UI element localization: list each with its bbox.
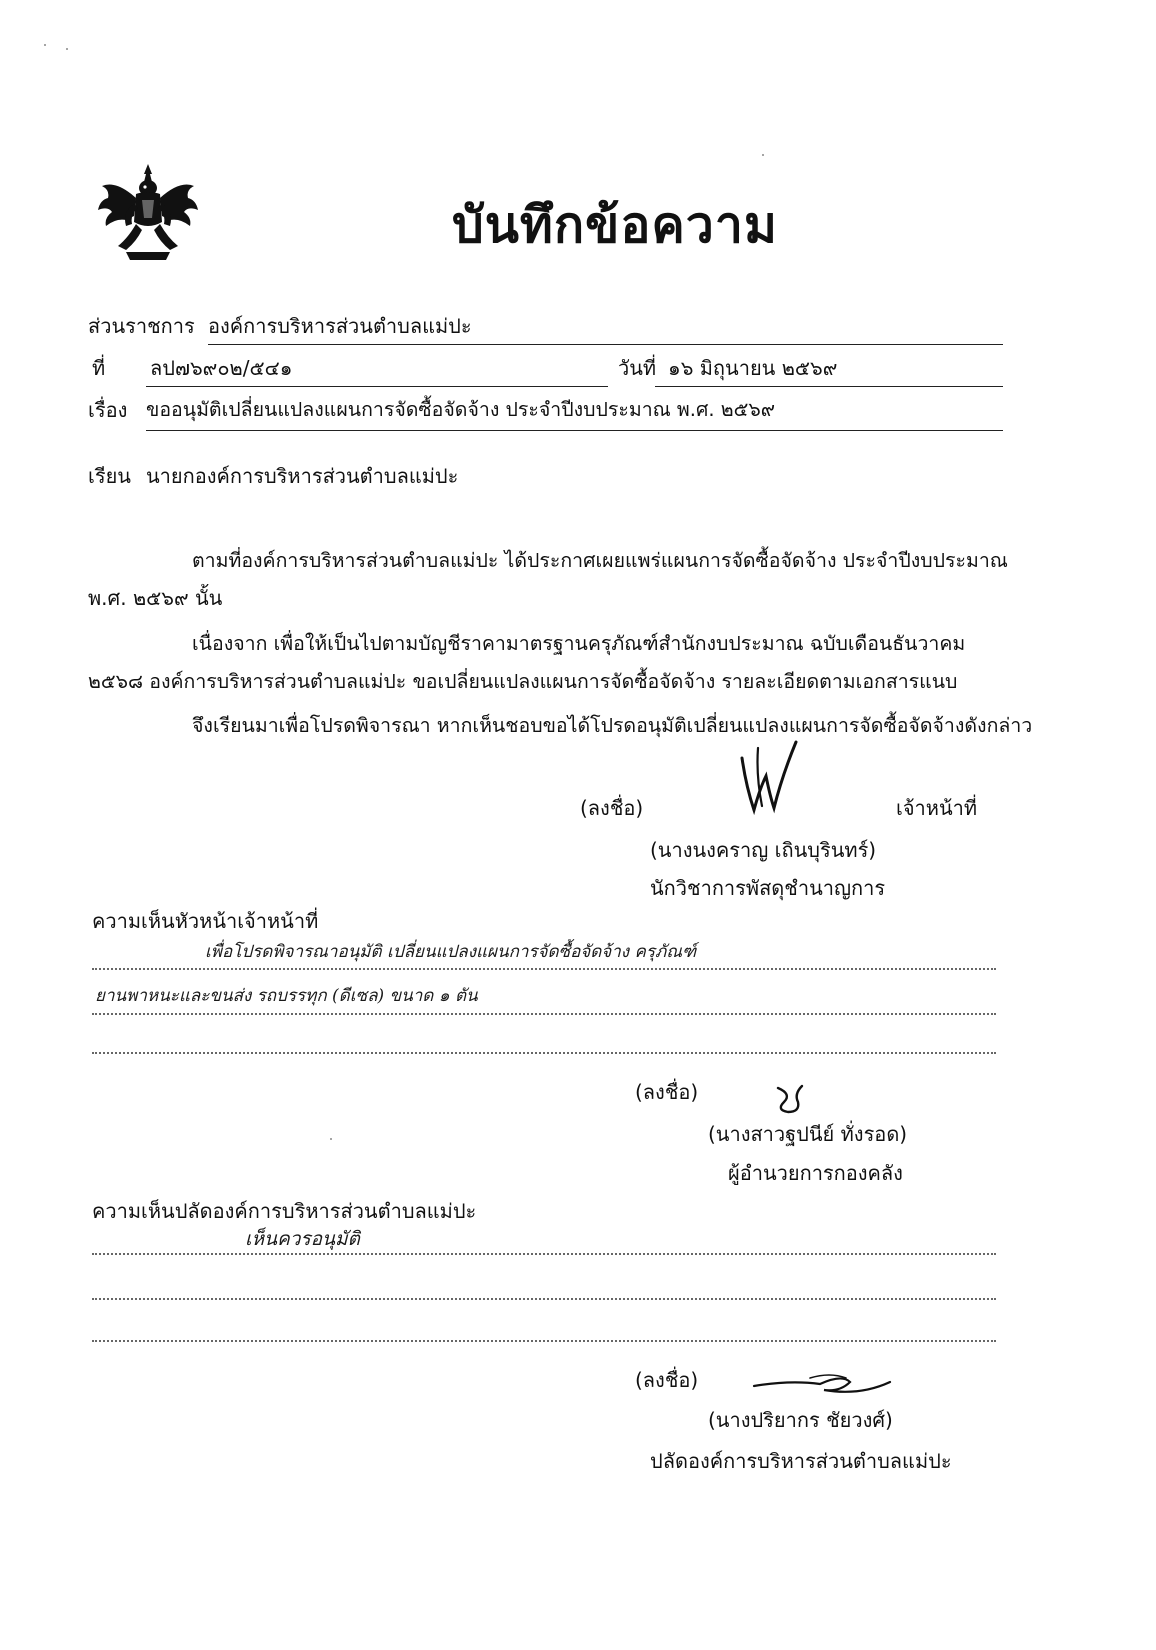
opinion1-position: ผู้อำนวยการกองคลัง (728, 1161, 903, 1185)
signature-staff (736, 736, 806, 816)
agency-value: องค์การบริหารส่วนตำบลแม่ปะ (208, 314, 472, 338)
opinion1-handwriting-2: ยานพาหนะและขนส่ง รถบรรทุก (ดีเซล) ขนาด ๑ ตัน (95, 986, 478, 1006)
memo-title: บันทึกข้อความ (452, 196, 778, 254)
date-underline (655, 386, 1003, 387)
signer1-position: นักวิชาการพัสดุชำนาญการ (650, 876, 886, 900)
to-label: เรียน (88, 464, 131, 488)
opinion2-dotted-line-2 (92, 1298, 996, 1300)
opinion1-dotted-line-1 (92, 968, 996, 970)
opinion1-name: (นางสาวฐปนีย์ ทั่งรอด) (708, 1122, 908, 1146)
opinion1-handwriting-1: เพื่อโปรดพิจารณาอนุมัติ เปลี่ยนแปลงแผนการจัดซื้อจัดจ้าง ครุภัณฑ์ (205, 942, 697, 962)
scan-speck (330, 1138, 332, 1140)
opinion1-label: ความเห็นหัวหน้าเจ้าหน้าที่ (92, 909, 319, 933)
body-p1-line2: พ.ศ. ๒๕๖๙ นั้น (88, 586, 223, 610)
opinion2-name: (นางปริยากร ชัยวงศ์) (708, 1408, 893, 1432)
scan-speck (44, 44, 46, 46)
subject-label: เรื่อง (88, 398, 128, 422)
date-value: ๑๖ มิถุนายน ๒๕๖๙ (668, 356, 838, 380)
date-label: วันที่ (618, 356, 657, 380)
ref-underline (146, 386, 608, 387)
scan-speck (762, 154, 764, 156)
body-p2-line2: ๒๕๖๘ องค์การบริหารส่วนตำบลแม่ปะ ขอเปลี่ยนแปลงแผนการจัดซื้อจัดจ้าง รายละเอียดตามเอกสารแนบ (88, 670, 958, 693)
agency-underline (208, 344, 1003, 345)
opinion2-dotted-line-1 (92, 1253, 996, 1255)
opinion2-label: ความเห็นปลัดองค์การบริหารส่วนตำบลแม่ปะ (92, 1199, 477, 1223)
subject-value: ขออนุมัติเปลี่ยนแปลงแผนการจัดซื้อจัดจ้าง ประจำปีงบประมาณ พ.ศ. ๒๕๖๙ (146, 398, 776, 421)
subject-underline (146, 430, 1003, 431)
opinion1-dotted-line-2 (92, 1013, 996, 1015)
signer1-role: เจ้าหน้าที่ (896, 796, 978, 820)
signer1-sign-label: (ลงชื่อ) (580, 796, 644, 820)
body-p1-line1: ตามที่องค์การบริหารส่วนตำบลแม่ปะ ได้ประกาศเผยแพร่แผนการจัดซื้อจัดจ้าง ประจำปีงบประมาณ (192, 549, 1008, 572)
signature-deputy-chief (750, 1366, 895, 1402)
opinion2-dotted-line-3 (92, 1340, 996, 1342)
opinion2-handwriting-1: เห็นควรอนุมัติ (245, 1228, 360, 1250)
opinion2-position: ปลัดองค์การบริหารส่วนตำบลแม่ปะ (650, 1449, 952, 1473)
scan-speck (66, 48, 68, 50)
opinion1-dotted-line-3 (92, 1052, 996, 1054)
garuda-emblem (96, 160, 200, 264)
ref-label: ที่ (92, 356, 106, 380)
body-p3-line1: จึงเรียนมาเพื่อโปรดพิจารณา หากเห็นชอบขอได้โปรดอนุมัติเปลี่ยนแปลงแผนการจัดซื้อจัดจ้างดังกล่าว (192, 714, 1033, 737)
body-p2-line1: เนื่องจาก เพื่อให้เป็นไปตามบัญชีราคามาตรฐานครุภัณฑ์สำนักงบประมาณ ฉบับเดือนธันวาคม (192, 632, 966, 655)
signer1-name: (นางนงคราญ เถินบุรินทร์) (650, 838, 877, 862)
opinion2-sign-label: (ลงชื่อ) (635, 1368, 699, 1392)
to-value: นายกองค์การบริหารส่วนตำบลแม่ปะ (146, 464, 459, 488)
opinion1-sign-label: (ลงชื่อ) (635, 1080, 699, 1104)
ref-value: ลป๗๖๙๐๒/๕๔๑ (150, 356, 293, 380)
signature-finance-director (770, 1080, 810, 1120)
agency-label: ส่วนราชการ (88, 314, 195, 338)
